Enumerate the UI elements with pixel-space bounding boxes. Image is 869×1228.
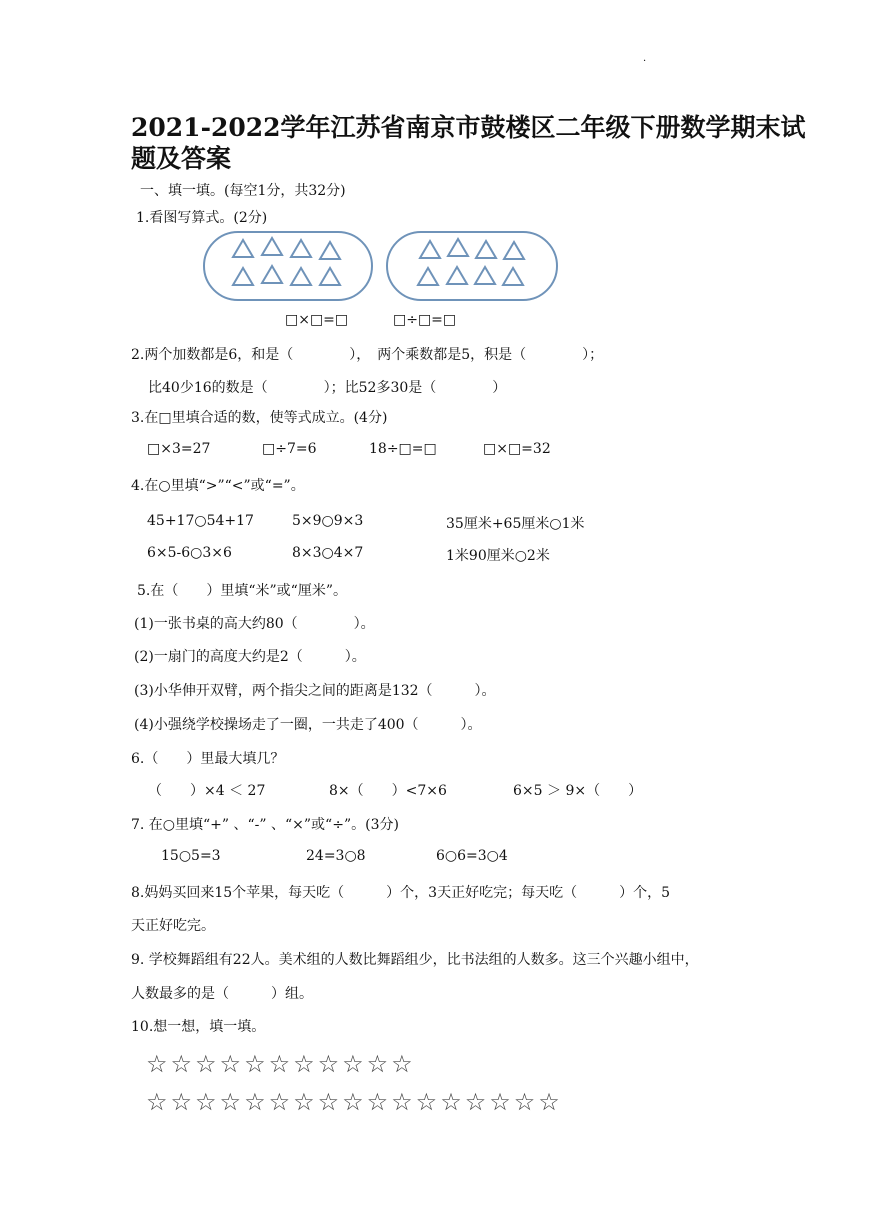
triangle-icon	[320, 242, 340, 259]
triangle-icon	[503, 268, 523, 285]
q7-item: 24=3○8	[306, 848, 366, 864]
q5-item: (2)一扇门的高度大约是2（ ）。	[134, 649, 366, 665]
triangle-icon	[262, 238, 282, 255]
triangle-icon	[233, 268, 253, 285]
question-6: 6.（ ）里最大填几？	[131, 751, 285, 767]
triangles-svg	[0, 0, 869, 320]
q5-item: (3)小华伸开双臂，两个指尖之间的距离是132（ ）。	[134, 683, 496, 699]
triangle-icon	[262, 266, 282, 283]
question-3: 3.在□里填合适的数，使等式成立。(4分)	[131, 410, 388, 426]
q1-formula-multiply: □×□=□	[285, 312, 349, 328]
page-title-line1: 2021-2022学年江苏省南京市鼓楼区二年级下册数学期末试	[131, 113, 806, 142]
triangle-icon	[291, 268, 311, 285]
q3-item: 18÷□=□	[369, 441, 437, 457]
question-9-line2: 人数最多的是（ ）组。	[131, 986, 313, 1002]
triangle-icon	[448, 239, 468, 256]
q6-item: 6×5 ＞ 9×（ ）	[513, 783, 643, 799]
q5-item: (4)小强绕学校操场走了一圈，一共走了400（ ）。	[134, 717, 482, 733]
question-4: 4.在○里填“>”“<”或“=”。	[131, 478, 305, 494]
triangle-icon	[447, 267, 467, 284]
star-row-1: ☆☆☆☆☆☆☆☆☆☆☆	[146, 1050, 416, 1078]
triangle-icon	[418, 268, 438, 285]
q3-item: □×□=32	[483, 441, 551, 457]
q6-item: （ ）×4 ＜ 27	[148, 783, 266, 799]
q4-item: 5×9○9×3	[292, 513, 364, 529]
question-10: 10.想一想，填一填。	[131, 1019, 266, 1035]
q5-item: (1)一张书桌的高大约80（ ）。	[134, 616, 375, 632]
q4-item: 35厘米+65厘米○1米	[446, 516, 585, 532]
section-heading: 一、填一填。(每空1分，共32分)	[140, 183, 346, 199]
header-mark: ·	[643, 56, 647, 67]
q3-item: □÷7=6	[262, 441, 317, 457]
triangle-group	[233, 238, 524, 285]
q7-item: 6○6=3○4	[436, 848, 508, 864]
q4-item: 1米90厘米○2米	[446, 548, 550, 564]
triangle-icon	[420, 241, 440, 258]
star-row-2: ☆☆☆☆☆☆☆☆☆☆☆☆☆☆☆☆☆	[146, 1088, 563, 1116]
q4-item: 6×5-6○3×6	[147, 545, 232, 561]
q6-item: 8×（ ）<7×6	[329, 783, 447, 799]
question-8-line2: 天正好吃完。	[131, 918, 215, 934]
q4-item: 45+17○54+17	[147, 513, 254, 529]
triangle-icon	[475, 267, 495, 284]
question-2-line2: 比40少16的数是（ ）；比52多30是（ ）	[148, 380, 507, 396]
question-1: 1.看图写算式。(2分)	[136, 210, 268, 226]
question-2-line1: 2.两个加数都是6，和是（ ）， 两个乘数都是5，积是（ ）；	[131, 347, 604, 363]
question-5: 5.在（ ）里填“米”或“厘米”。	[137, 583, 347, 599]
triangle-icon	[233, 240, 253, 257]
triangle-icon	[291, 240, 311, 257]
q7-item: 15○5=3	[161, 848, 221, 864]
question-9-line1: 9. 学校舞蹈组有22人。美术组的人数比舞蹈组少，比书法组的人数多。这三个兴趣小组中，	[131, 952, 699, 968]
triangle-icon	[476, 241, 496, 258]
q1-formula-divide: □÷□=□	[393, 312, 457, 328]
question-7: 7. 在○里填“+” 、“-” 、“×”或“÷”。(3分)	[131, 817, 399, 833]
page-title-line2: 题及答案	[131, 144, 232, 173]
triangle-icon	[504, 242, 524, 259]
triangle-icon	[320, 268, 340, 285]
q4-item: 8×3○4×7	[292, 545, 364, 561]
q3-item: □×3=27	[147, 441, 211, 457]
question-8-line1: 8.妈妈买回来15个苹果，每天吃（ ）个，3天正好吃完；每天吃（ ）个，5	[131, 885, 670, 901]
